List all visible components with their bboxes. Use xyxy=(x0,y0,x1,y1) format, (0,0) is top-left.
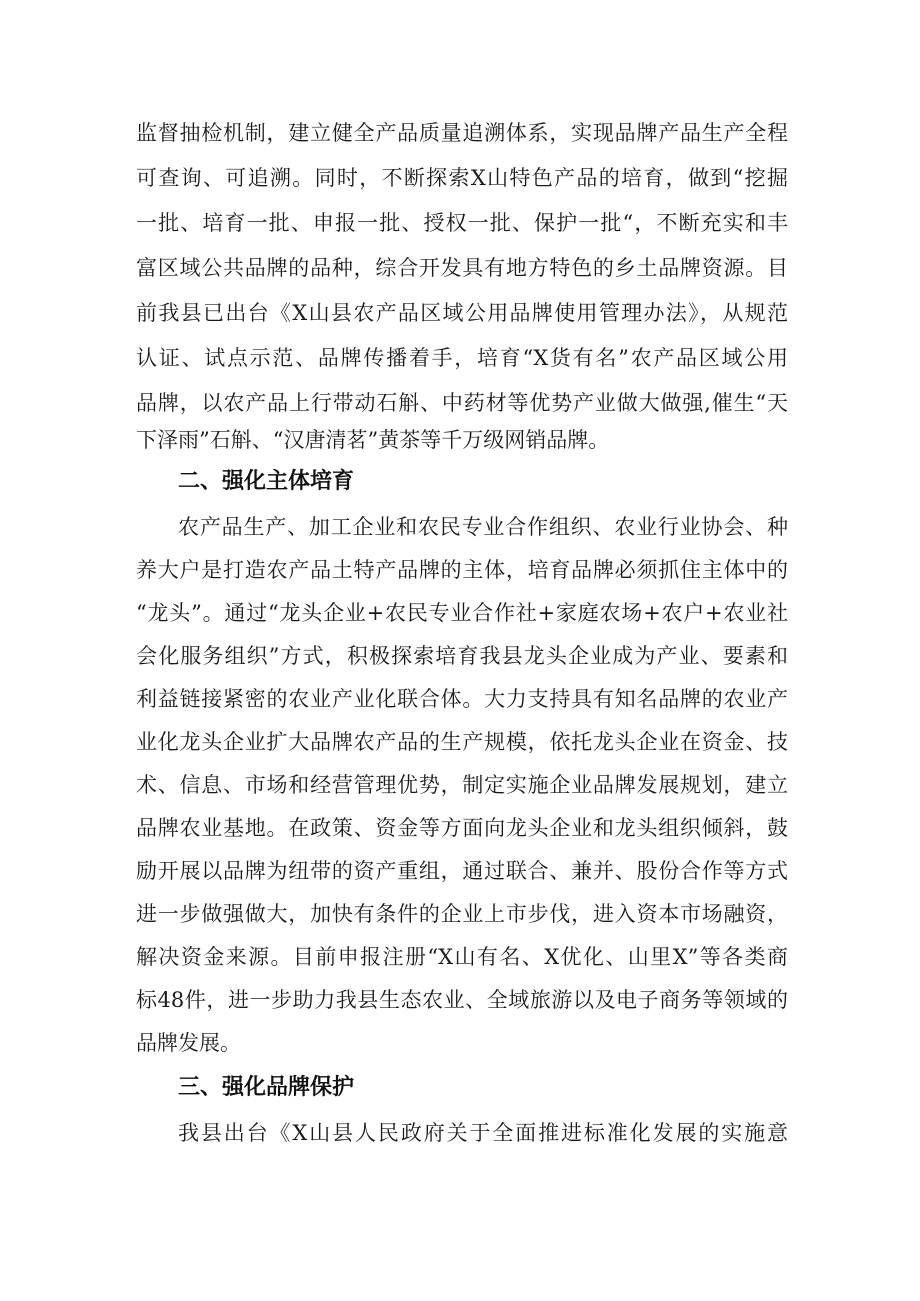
paragraph-2-line-13: 品牌发展。 xyxy=(136,1031,241,1055)
section-heading-3: 三、强化品牌保护 xyxy=(178,1075,355,1100)
paragraph-2-line-5: 利益链接紧密的农业产业化联合体。大力支持具有知名品牌的农业产 xyxy=(136,687,788,711)
paragraph-2-line-10: 进一步做强做大，加快有条件的企业上市步伐，进入资本市场融资， xyxy=(136,902,788,926)
paragraph-1-line-5: 前我县已出台《X山县农产品区域公用品牌使用管理办法》，从规范 xyxy=(136,301,788,325)
paragraph-1-line-6: 认证、试点示范、品牌传播着手，培育“X货有名”农产品区域公用 xyxy=(136,346,788,370)
paragraph-2-line-7: 术、信息、市场和经营管理优势，制定实施企业品牌发展规划，建立 xyxy=(136,773,788,797)
paragraph-1-line-4: 富区域公共品牌的品种，综合开发具有地方特色的乡土品牌资源。目 xyxy=(136,256,788,280)
paragraph-1-line-2: 可查询、可追溯。同时，不断探索X山特色产品的培育，做到“挖掘 xyxy=(136,166,788,190)
paragraph-2-line-8: 品牌农业基地。在政策、资金等方面向龙头企业和龙头组织倾斜，鼓 xyxy=(136,816,788,840)
section-heading-2: 二、强化主体培育 xyxy=(178,469,355,494)
paragraph-1-line-3: 一批、培育一批、申报一批、授权一批、保护一批“，不断充实和丰 xyxy=(136,211,788,235)
paragraph-2-line-4: 会化服务组织”方式，积极探索培育我县龙头企业成为产业、要素和 xyxy=(136,644,788,668)
paragraph-2-line-12: 标48件，进一步助力我县生态农业、全域旅游以及电子商务等领域的 xyxy=(136,988,788,1012)
paragraph-2-line-9: 励开展以品牌为纽带的资产重组，通过联合、兼并、股份合作等方式 xyxy=(136,859,788,883)
paragraph-1-line-1: 监督抽检机制，建立健全产品质量追溯体系，实现品牌产品生产全程 xyxy=(136,121,788,145)
paragraph-3-line-1: 我县出台《X山县人民政府关于全面推进标准化发展的实施意 xyxy=(178,1121,788,1145)
paragraph-2-line-3: “龙头”。通过“龙头企业+农民专业合作社+家庭农场+农户+农业社 xyxy=(136,601,788,625)
paragraph-1-line-7: 品牌，以农产品上行带动石斛、中药材等优势产业做大做强,催生“天 xyxy=(136,391,788,415)
paragraph-1-line-8: 下泽雨”石斛、“汉唐清茗”黄茶等千万级网销品牌。 xyxy=(136,428,610,452)
paragraph-2-line-2: 养大户是打造农产品土特产品牌的主体，培育品牌必须抓住主体中的 xyxy=(136,558,788,582)
paragraph-2-line-11: 解决资金来源。目前申报注册“X山有名、X优化、山里X”等各类商 xyxy=(136,945,788,969)
paragraph-2-line-6: 业化龙头企业扩大品牌农产品的生产规模，依托龙头企业在资金、技 xyxy=(136,730,788,754)
paragraph-2-line-1: 农产品生产、加工企业和农民专业合作组织、农业行业协会、种 xyxy=(178,515,788,539)
